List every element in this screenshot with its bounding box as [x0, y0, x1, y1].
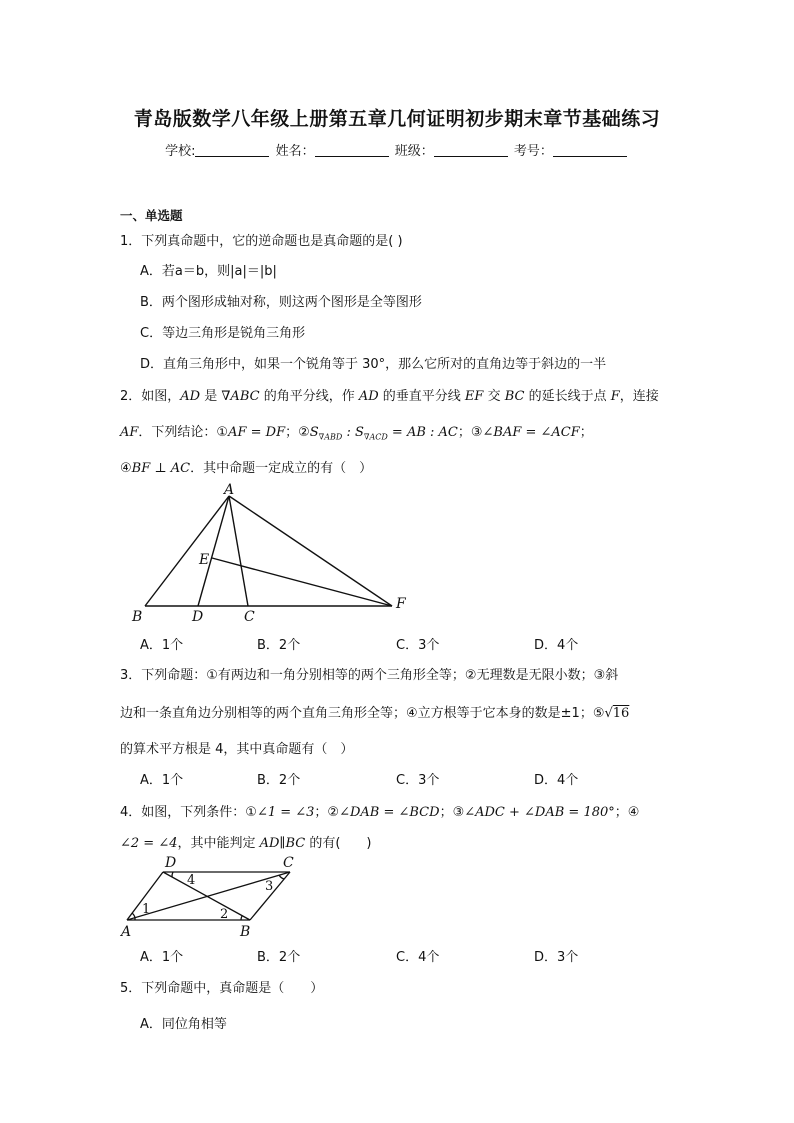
q3-line3: 的算术平方根是 4，其中真命题有（ ） — [120, 742, 354, 757]
name-blank[interactable] — [315, 143, 389, 157]
q2-line1: 2．如图，AD 是 ∇ABC 的角平分线，作 AD 的垂直平分线 EF 交 BC 的延长线于点 F，连接 — [120, 389, 659, 404]
q2-line2: AF．下列结论：①AF = DF；$②S_{\nabla ABD}$ : $S_{\nabla ACD}$ = AB : AC；③∠BAF = ∠ACF； — [120, 425, 593, 442]
q4-line2: ∠2 = ∠4，其中能判定 AD∥BC 的有( ) — [120, 836, 372, 851]
q2-option-c[interactable]: C．3个 — [396, 638, 440, 653]
q3-option-b[interactable]: B．2个 — [257, 773, 301, 788]
label-A: A — [224, 482, 235, 498]
q5-option-a[interactable]: A．同位角相等 — [140, 1017, 227, 1032]
segment-AF — [229, 496, 392, 606]
q4-parallelogram-figure — [115, 852, 305, 942]
q3-option-d[interactable]: D．4个 — [534, 773, 579, 788]
q4-option-b[interactable]: B．2个 — [257, 950, 301, 965]
q1-option-b[interactable]: B．两个图形成轴对称，则这两个图形是全等图形 — [140, 295, 422, 310]
q4-line1: 4．如图，下列条件：①∠1 = ∠3；②∠DAB = ∠BCD；③∠ADC + ∠DAB = 180°；④ — [120, 805, 640, 820]
q1-option-d[interactable]: D．直角三角形中，如果一个锐角等于 30°，那么它所对的直角边等于斜边的一半 — [140, 357, 607, 372]
sqrt-symbol: √16 — [604, 706, 630, 721]
page-title: 青岛版数学八年级上册第五章几何证明初步期末章节基础练习 — [133, 108, 661, 130]
q2-line3: ④BF ⊥ AC．其中命题一定成立的有（ ） — [120, 461, 373, 476]
school-label: 学校: — [165, 144, 196, 159]
class-label: 班级： — [394, 144, 434, 159]
name-label: 姓名： — [275, 144, 315, 159]
diagonal-DB — [163, 872, 250, 920]
segment-EF — [212, 558, 392, 606]
exam-no-label: 考号： — [513, 144, 553, 159]
q1-option-c[interactable]: C．等边三角形是锐角三角形 — [140, 326, 306, 341]
segment-AC — [229, 496, 248, 606]
exam-no-blank[interactable] — [553, 143, 627, 157]
q3-option-c[interactable]: C．3个 — [396, 773, 440, 788]
q4-option-a[interactable]: A．1个 — [140, 950, 184, 965]
section-heading: 一、单选题 — [120, 208, 183, 223]
student-info-line — [0, 140, 794, 159]
segment-AB — [145, 496, 229, 606]
school-blank[interactable] — [195, 143, 269, 157]
q3-option-a[interactable]: A．1个 — [140, 773, 184, 788]
q4-option-c[interactable]: C．4个 — [396, 950, 440, 965]
q1-stem: 1．下列真命题中，它的逆命题也是真命题的是( ) — [120, 234, 403, 249]
label-angle-4: 4 — [187, 873, 196, 888]
q3-line2: 边和一条直角边分别相等的两个直角三角形全等；④立方根等于它本身的数是±1；⑤√16 — [120, 706, 630, 721]
q2-option-a[interactable]: A．1个 — [140, 638, 184, 653]
q2-option-b[interactable]: B．2个 — [257, 638, 301, 653]
q2-options — [0, 634, 794, 652]
label-C: C — [244, 609, 255, 625]
q4-options — [0, 946, 794, 964]
label-E: E — [199, 552, 210, 568]
label-B: B — [132, 609, 143, 625]
label-B: B — [240, 924, 251, 940]
q5-stem: 5．下列命题中，真命题是（ ） — [120, 981, 324, 996]
label-D: D — [165, 855, 177, 871]
label-C: C — [283, 855, 294, 871]
angle-4-arc — [172, 872, 173, 877]
q3-options — [0, 769, 794, 787]
label-A: A — [121, 924, 132, 940]
q1-option-a[interactable]: A．若a＝b，则|a|＝|b| — [140, 264, 277, 279]
class-blank[interactable] — [434, 143, 508, 157]
label-F: F — [396, 596, 406, 612]
label-angle-1: 1 — [142, 902, 151, 917]
q2-triangle-figure — [120, 480, 420, 625]
label-angle-3: 3 — [265, 879, 274, 894]
label-D: D — [192, 609, 204, 625]
label-angle-2: 2 — [220, 907, 229, 922]
angle-3-arc — [279, 875, 284, 879]
segment-AD — [198, 496, 229, 606]
q4-option-d[interactable]: D．3个 — [534, 950, 579, 965]
q3-line1: 3．下列命题：①有两边和一角分别相等的两个三角形全等；②无理数是无限小数；③斜 — [120, 668, 619, 683]
q2-option-d[interactable]: D．4个 — [534, 638, 579, 653]
